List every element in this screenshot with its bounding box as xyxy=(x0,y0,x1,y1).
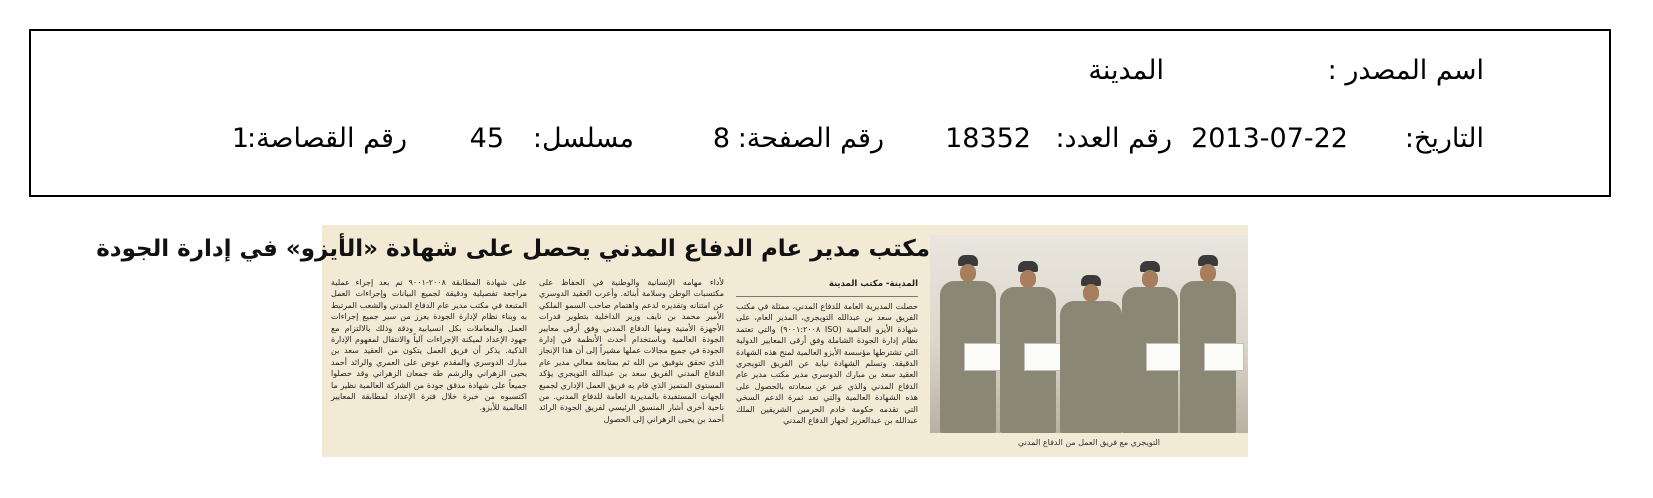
source-row xyxy=(31,51,1609,91)
date-label: التاريخ: xyxy=(1404,123,1484,154)
officer-figure xyxy=(1061,275,1121,433)
officer-figure xyxy=(1180,255,1236,433)
byline-divider xyxy=(736,296,918,297)
clipping-info-box xyxy=(29,29,1611,197)
source-value: المدينة xyxy=(1088,55,1164,86)
serial-value: 45 xyxy=(469,123,504,154)
article-column-1: حصلت المديرية العامة للدفاع المدني، ممثلة في مكتب الفريق سعد بن عبدالله التويجري، المدير العام، على شهادة الأيزو العالمية (ISO ٩٠٠١:٢٠٠٨) والتي تعتمد نظام إدارة الجودة الشاملة وفق أرقى المعايير الدولية التي تشترطها مؤسسة الأيزو العالمية لمنح هذه الشهادة الدقيقة. وتسلم الشهادة نيابة عن الفريق التويجري العقيد سعد بن مبارك الدوسري مدير مكتب مدير عام الدفاع المدني والذي عبر عن سعادته بالحصول على هذه الشهادة العالمية والتي تعد ثمرة الدعم السخي التي تقدمه حكومة خادم الحرمين الشريفين الملك عبدالله بن عبدالعزيز لجهاز الدفاع المدني xyxy=(736,302,919,426)
article-column-3: على شهادة المطابقة ٢٠٠٨-٩٠٠١ تم بعد إجراء عملية مراجعة تفصيلية ودقيقة لجميع البيانات وإجراءات العمل المتبعة في مكتب مدير عام الدفاع المدني والشعب المرتبط به وبناء نظام لإدارة الجودة يعزز من سير جميع إجراءات العمل والمعاملات بكل انسيابية ودقة وذلك بالالتزام مع جهود الإعداد لميكنة الإجراءات آلياً والانتقال لمفهوم الإدارة الذكية. يذكر أن فريق العمل يتكون من العقيد سعد بن مبارك الدوسري والمقدم عوض على العمري والرائد أحمد يحيى الزهراني والرشم طه جمعان الزهراني وقد حصلوا جميعاً على شهادة مدقق جودة من الشركة العالمية نظير ما اكتسبوه من خبرة خلال فترة الإعداد لمطابقة المعايير العالمية للأيزو. xyxy=(331,278,528,413)
clip-number-label: رقم القصاصة: xyxy=(246,123,407,154)
article-column-2: لأداء مهامه الإنسانية والوطنية في الحفاظ على مكتسبات الوطن وسلامة أبنائه. وأعرب العقيد الدوسري عن امتنانه وتقديره لدعم واهتمام صاحب السمو الملكي الأمير محمد بن نايف وزير الداخلية بتطوير قدرات الأجهزة الأمنية ومنها الدفاع المدني وفق أرقى معايير الجودة العالمية وباستخدام أحدث الأنظمة في إدارة الجودة في جميع مجالات عملها مشيراً إلى أن هذا الإنجاز الذي تحقق بتوفيق من الله ثم بمتابعة معالي مدير عام الدفاع المدني الفريق سعد بن عبدالله التويجري يؤكد المستوى المتميز الذي قام به فريق العمل الإداري لجميع الجهات المستفيدة بالمديرية العامة للدفاع المدني. من ناحية أخرى أشار المنسق الرئيسي لفريق الجودة الرائد أحمد بن يحيى الزهراني إلى الحصول xyxy=(539,278,724,424)
article-byline: المدينة- مكتب المدينة xyxy=(828,279,918,289)
newspaper-clipping xyxy=(96,225,1248,457)
clip-number-value: 1 xyxy=(231,123,249,154)
officer-figure xyxy=(940,255,996,433)
date-value: 2013-07-22 xyxy=(1191,123,1348,154)
officers-photo xyxy=(930,235,1248,433)
page-label: رقم الصفحة: xyxy=(737,123,884,154)
details-row xyxy=(31,119,1609,159)
source-label: اسم المصدر : xyxy=(1327,55,1484,86)
officer-figure xyxy=(1000,261,1056,433)
issue-label: رقم العدد: xyxy=(1055,123,1172,154)
officer-figure xyxy=(1122,261,1178,433)
page-value: 8 xyxy=(712,123,730,154)
issue-value: 18352 xyxy=(945,123,1031,154)
photo-caption: التويجري مع فريق العمل من الدفاع المدني xyxy=(1017,438,1161,447)
serial-label: مسلسل: xyxy=(532,123,634,154)
article-headline: مكتب مدير عام الدفاع المدني يحصل على شهادة «الأيزو» في إدارة الجودة xyxy=(96,236,930,262)
